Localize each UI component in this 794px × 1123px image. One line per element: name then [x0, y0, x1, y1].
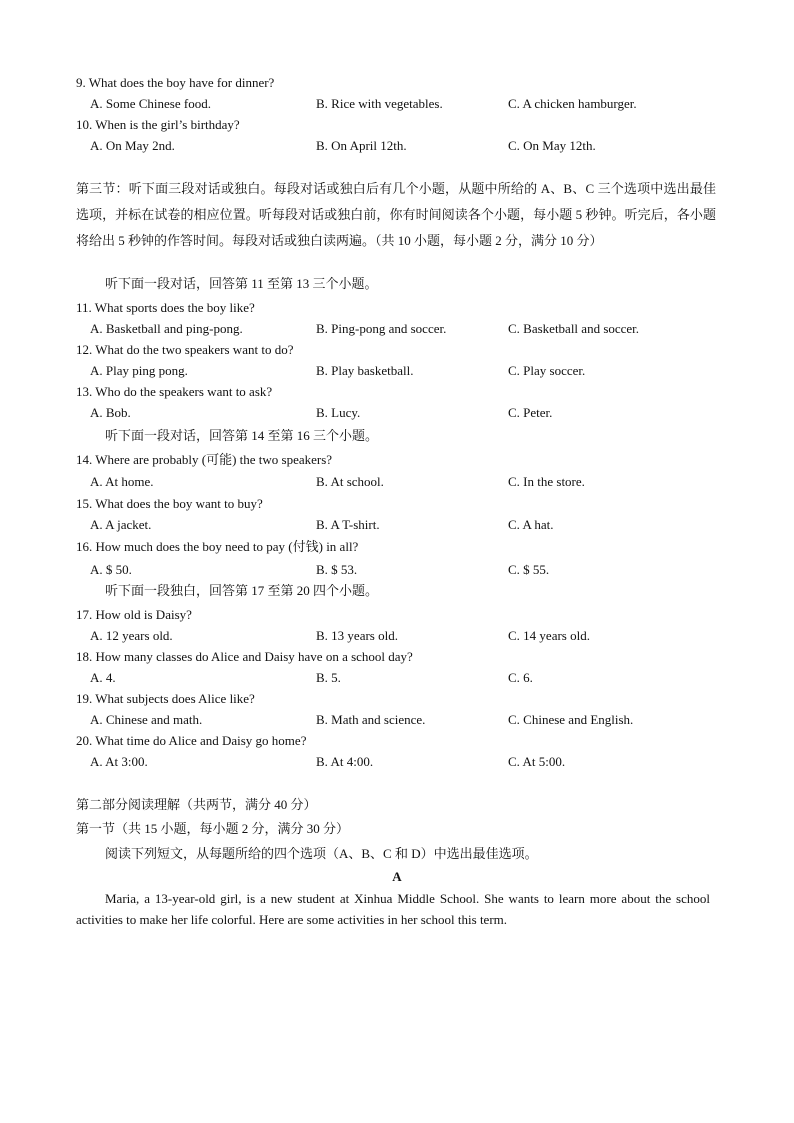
option-b: B. Math and science. [316, 712, 426, 727]
option-a: A. On May 2nd. [90, 138, 175, 153]
option-c: C. 6. [508, 670, 533, 685]
option-b: B. A T-shirt. [316, 517, 380, 532]
option-a: A. Some Chinese food. [90, 96, 211, 111]
option-b: B. Play basketball. [316, 363, 414, 378]
section-3-instructions: 第三节：听下面三段对话或独白。每段对话或独白后有几个小题，从题中所给的 A、B、C 三个选项中选出最佳选项，并标在试卷的相应位置。听每段对话或独白前，你有时间阅读各个小题，每小题 5 秒钟。听完后，各小题将给出 5 秒钟的作答时间。每段对话或独白读两遍。（共 10 小题，每小题 2 分，满分 10 分） [76, 181, 716, 248]
option-b: B. At school. [316, 474, 384, 489]
dialogue-intro-1: 听下面一段对话，回答第 11 至第 13 三个小题。 [105, 276, 378, 291]
option-a: A. Play ping pong. [90, 363, 188, 378]
question-17: 17. How old is Daisy? [76, 607, 192, 622]
option-a: A. $ 50. [90, 562, 132, 577]
question-14: 14. Where are probably (可能) the two speakers? [76, 452, 333, 467]
question-13: 13. Who do the speakers want to ask? [76, 384, 273, 399]
monologue-intro: 听下面一段独白，回答第 17 至第 20 四个小题。 [105, 583, 379, 598]
option-b: B. Ping-pong and soccer. [316, 321, 447, 336]
option-a: A. Bob. [90, 405, 131, 420]
option-b: B. Lucy. [316, 405, 361, 420]
option-c: C. A hat. [508, 517, 554, 532]
option-a: A. A jacket. [90, 517, 152, 532]
option-c: C. Chinese and English. [508, 712, 634, 727]
option-a: A. At 3:00. [90, 754, 148, 769]
option-a: A. At home. [90, 474, 154, 489]
option-a: A. 4. [90, 670, 116, 685]
option-b: B. On April 12th. [316, 138, 407, 153]
option-c: C. Basketball and soccer. [508, 321, 640, 336]
question-12: 12. What do the two speakers want to do? [76, 342, 294, 357]
option-b: B. 5. [316, 670, 341, 685]
dialogue-intro-2: 听下面一段对话，回答第 14 至第 16 三个小题。 [105, 428, 379, 443]
option-a: A. Basketball and ping-pong. [90, 321, 243, 336]
question-19: 19. What subjects does Alice like? [76, 691, 255, 706]
option-b: B. Rice with vegetables. [316, 96, 443, 111]
question-10: 10. When is the girl’s birthday? [76, 117, 240, 132]
option-c: C. 14 years old. [508, 628, 590, 643]
passage-text: Maria, a 13-year-old girl, is a new student at Xinhua Middle School. She wants to learn more about the school activities to make her life colorful. Here are some activities in her school this term. [76, 891, 710, 927]
part-2-header: 第二部分阅读理解（共两节，满分 40 分） [76, 797, 317, 812]
option-b: B. $ 53. [316, 562, 358, 577]
question-9: 9. What does the boy have for dinner? [76, 75, 275, 90]
section-1-header: 第一节（共 15 小题，每小题 2 分，满分 30 分） [76, 821, 350, 836]
question-20: 20. What time do Alice and Daisy go home? [76, 733, 307, 748]
option-c: C. Play soccer. [508, 363, 586, 378]
option-c: C. On May 12th. [508, 138, 596, 153]
question-18: 18. How many classes do Alice and Daisy have on a school day? [76, 649, 413, 664]
option-c: C. At 5:00. [508, 754, 566, 769]
passage-label: A [392, 869, 402, 884]
option-c: C. Peter. [508, 405, 553, 420]
option-b: B. At 4:00. [316, 754, 374, 769]
question-15: 15. What does the boy want to buy? [76, 496, 263, 511]
reading-instruction: 阅读下列短文，从每题所给的四个选项（A、B、C 和 D）中选出最佳选项。 [105, 846, 538, 861]
question-11: 11. What sports does the boy like? [76, 300, 255, 315]
option-a: A. 12 years old. [90, 628, 173, 643]
question-16: 16. How much does the boy need to pay (付钱) in all? [76, 539, 359, 554]
option-c: C. In the store. [508, 474, 585, 489]
option-c: C. A chicken hamburger. [508, 96, 637, 111]
option-c: C. $ 55. [508, 562, 550, 577]
option-a: A. Chinese and math. [90, 712, 203, 727]
option-b: B. 13 years old. [316, 628, 398, 643]
